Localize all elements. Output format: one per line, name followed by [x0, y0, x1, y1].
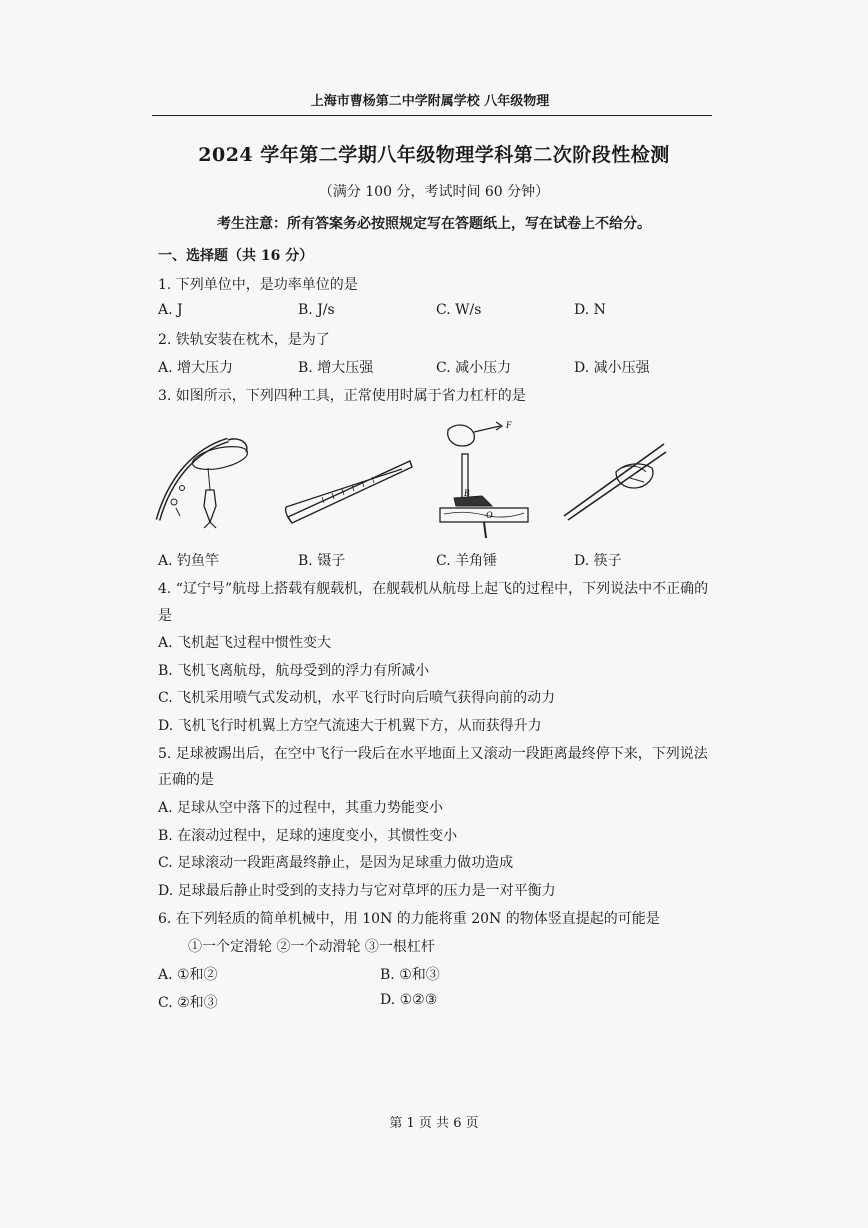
q5-option-a: A. 足球从空中落下的过程中，其重力势能变小 [158, 800, 444, 816]
q1-option-b: B. J/s [298, 302, 335, 318]
q4-option-a: A. 飞机起飞过程中惯性变大 [158, 635, 332, 651]
page-footer: 第 1 页 共 6 页 [389, 1116, 479, 1131]
header-rule [152, 115, 712, 116]
q1-option-c: C. W/s [436, 302, 482, 318]
q2-option-b: B. 增大压强 [298, 360, 374, 376]
q5-option-c: C. 足球滚动一段距离最终静止，是因为足球重力做功造成 [158, 855, 514, 871]
q5-stem-line2: 正确的是 [158, 772, 214, 788]
q5-stem-line1: 5. 足球被踢出后，在空中飞行一段后在水平地面上又滚动一段距离最终停下来，下列说法 [158, 746, 708, 762]
q2-option-a: A. 增大压力 [158, 360, 234, 376]
q1-option-a: A. J [158, 302, 183, 318]
claw-hammer-figure [434, 416, 534, 541]
q3-option-c: C. 羊角锤 [436, 553, 498, 569]
q3-option-b: B. 镊子 [298, 553, 346, 569]
chopsticks-figure [560, 438, 670, 523]
force-label-f: F [506, 420, 512, 430]
q6-option-a: A. ①和② [158, 967, 218, 983]
q2-stem: 2. 铁轨安装在枕木，是为了 [158, 332, 330, 348]
q5-option-d: D. 足球最后静止时受到的支持力与它对草坪的压力是一对平衡力 [158, 883, 556, 899]
q6-items: ①一个定滑轮 ②一个动滑轮 ③一根杠杆 [188, 939, 435, 955]
section-heading: 一、选择题（共 16 分） [158, 248, 314, 264]
q4-option-d: D. 飞机飞行时机翼上方空气流速大于机翼下方，从而获得升力 [158, 718, 542, 734]
point-label-b: B [464, 488, 470, 498]
q5-option-b: B. 在滚动过程中，足球的速度变小，其惯性变小 [158, 828, 458, 844]
running-header: 上海市曹杨第二中学附属学校 八年级物理 [310, 94, 550, 109]
q4-stem-line1: 4. “辽宁号”航母上搭载有舰载机，在舰载机从航母上起飞的过程中，下列说法中不正确的 [158, 581, 709, 597]
exam-notice: 考生注意：所有答案务必按照规定写在答题纸上，写在试卷上不给分。 [217, 216, 651, 232]
q6-option-c: C. ②和③ [158, 995, 218, 1011]
pivot-label-o: O [486, 510, 493, 520]
q2-option-d: D. 减小压强 [574, 360, 650, 376]
q4-stem-line2: 是 [158, 608, 172, 624]
exam-title: 2024 学年第二学期八年级物理学科第二次阶段性检测 [198, 144, 670, 166]
q1-stem: 1. 下列单位中，是功率单位的是 [158, 277, 358, 293]
q3-option-d: D. 筷子 [574, 553, 622, 569]
q1-option-d: D. N [574, 302, 606, 318]
q3-stem: 3. 如图所示，下列四种工具，正常使用时属于省力杠杆的是 [158, 388, 526, 404]
q6-option-d: D. ①②③ [380, 992, 438, 1008]
q3-option-a: A. 钓鱼竿 [158, 553, 220, 569]
tweezers-figure [282, 455, 417, 530]
fishing-rod-figure [150, 428, 260, 533]
q6-option-b: B. ①和③ [380, 967, 440, 983]
exam-subtitle: （满分 100 分，考试时间 60 分钟） [318, 184, 550, 200]
q4-option-c: C. 飞机采用喷气式发动机，水平飞行时向后喷气获得向前的动力 [158, 690, 556, 706]
q6-stem: 6. 在下列轻质的简单机械中，用 10N 的力能将重 20N 的物体竖直提起的可能是 [158, 911, 660, 927]
q4-option-b: B. 飞机飞离航母，航母受到的浮力有所减小 [158, 663, 430, 679]
q2-option-c: C. 减小压力 [436, 360, 512, 376]
